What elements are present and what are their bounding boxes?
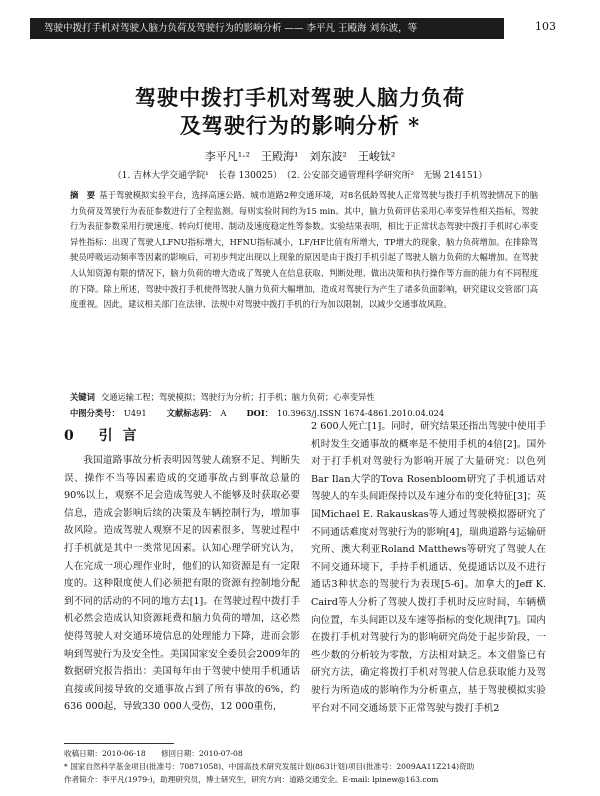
- keywords-label: 关键词: [70, 392, 95, 402]
- abstract: [70, 188, 538, 313]
- keywords-text: 交通运输工程；驾驶模拟；驾驶行为分析；打手机；脑力负荷；心率变异性: [100, 392, 375, 402]
- doi-label: DOI：: [246, 408, 274, 418]
- keywords: [70, 391, 538, 403]
- section-title: 引言: [98, 428, 147, 444]
- running-header: [0, 18, 600, 39]
- doi-value: 10.3963/j.ISSN 1674-4861.2010.04.024: [277, 408, 445, 418]
- abstract-text: 基于驾驶模拟实验平台，选择高速公路、城市道路2种交通环境，对8名低龄驾驶人正常驾驶与拨打手机驾驶情况下的脑力负荷及驾驶行为表征参数进行了全程监测。每则实验时间约为15 min。其中，脑力负荷评估采用心率变异性相关指标，驾驶行为表征参数采用行驶速度、转向灯使用、制动及速度稳定性等参数。实验结果表明，相比于正常状态驾驶中拨打手机时心率变异性指标：出现了驾驶人LFNU指标增大，HFNU指标减小，LF/HF比值有所增大，TP增大的现象，脑力负荷增加。在排除驾驶员呼吸运动频率等因素的影响后，可初步判定出现以上现象的原因是由于拨打手机引起了驾驶人脑力负荷的大幅增加。在驾驶人认知资源有限的情况下，脑力负荷的增大造成了驾驶人在信息获取、判断处理、做出决策和执行操作等方面的能力有不同程度的下降。除上所述，驾驶中拨打手机使得驾驶人脑力负荷大幅增加，造成对驾驶行为产生了诸多负面影响，研究建议交管部门高度重视。因此，建议相关部门在法律、法规中对驾驶中拨打手机的行为加以限制，以减少交通事故风险。: [70, 190, 538, 310]
- footnote-received-date: 收稿日期：2010-06-18 修回日期：2010-07-08: [64, 749, 243, 758]
- footnote-funding: * 国家自然科学基金项目(批准号：70871058)、中国高技术研究发展计划(863计划)项目(批准号：2009AA11Z214)资助: [64, 762, 475, 771]
- running-title: 驾驶中拨打手机对驾驶人脑力负荷及驾驶行为的影响分析 —— 李平凡 王殿海 刘东波，等: [30, 18, 504, 39]
- body-column-left: 我国道路事故分析表明因驾驶人疏察不足、判断失误、操作不当等因素造成的交通事故占到事故总量的90%以上，观察不足会造成驾驶人不能够及时获取必要信息，造成会影响后续的决策及车辆控制行为，增加事故风险。造成驾驶人观察不足的因素很多，驾驶过程中打手机就是其中一类常见因素。认知心理学研究认为，人在完成一项心理作业时，他们的认知资源是有一定限度的。这种限度使人们必须把有限的资源有控制地分配到不同的活动的不同的地方去[1]。在驾驶过程中拨打手机必然会造成认知资源耗费和脑力负荷的增加，这必然使得驾驶人对交通环境信息的处理能力下降，进而会影响到驾驶行为及安全性。美国国家安全委员会2009年的数据研究报告指出：美国每年由于驾驶中使用手机通话直接或间接导致的交通事故占到了所有事故的6%，约636 000起，导致330 000人受伤，12 000重伤，: [64, 455, 300, 713]
- footnote-divider: [64, 743, 174, 744]
- clc-label: 中图分类号：: [70, 408, 120, 418]
- doc-code-label: 文献标志码：: [166, 408, 217, 418]
- author-list: 李平凡¹·² 王殿海¹ 刘东波² 王峻钛²: [204, 150, 396, 163]
- body-column-right: 2 600人死亡[1]。同时，研究结果还指出驾驶中使用手机时发生交通事故的概率是不使用手机的4倍[2]。国外对于打手机对驾驶行为影响开展了大量研究：以色列Bar Ilan大学的Tova Rosenbloom研究了手机通话对驾驶人的车头间距保持以及车速分布的变化特征[3]；英国Michael E. Rakauskas等人通过驾驶模拟器研究了不同通话难度对驾驶行为的影响[4]，瑞典道路与运输研究所、澳大利亚Roland Matthews等研究了驾驶人在不同交通环境下，手持手机通话、免提通话以及不进行通话3种状态的驾驶行为表现[5-6]。加拿大的Jeff K. Caird等人分析了驾驶人拨打手机时反应时间，车辆横向位置，车头间距以及车速等指标的变化规律[7]。国内在拨打手机对驾驶行为的影响研究尚处于起步阶段，一些少数的分析较为零散，方法相对缺乏。本文借鉴已有研究方法，确定将拨打手机对驾驶人信息获取能力及驾驶行为所造成的影响作为分析重点，基于驾驶模拟实验平台对不同交通场景下正常驾驶与拨打手机2: [311, 421, 546, 714]
- doc-code-value: A: [220, 408, 227, 418]
- footnote-author-bio: 作者简介：李平凡(1979-)，助理研究员，博士研究生，研究方向：道路交通安全。E-mail: lpinew@163.com: [64, 775, 439, 784]
- section-heading: [64, 425, 147, 445]
- page-number: 103: [535, 20, 556, 33]
- author-affiliations: （1. 吉林大学交通学院¹ 长春 130025） （2. 公安部交通管理科学研究所² 无锡 214151）: [112, 171, 488, 181]
- article-title-line-1: 驾驶中拨打手机对驾驶人脑力负荷: [135, 85, 465, 110]
- article-title-line-2: 及驾驶行为的影响分析 *: [179, 113, 421, 138]
- section-number: 0: [64, 428, 84, 444]
- clc-value: U491: [123, 408, 147, 418]
- abstract-label: 摘 要: [70, 190, 96, 200]
